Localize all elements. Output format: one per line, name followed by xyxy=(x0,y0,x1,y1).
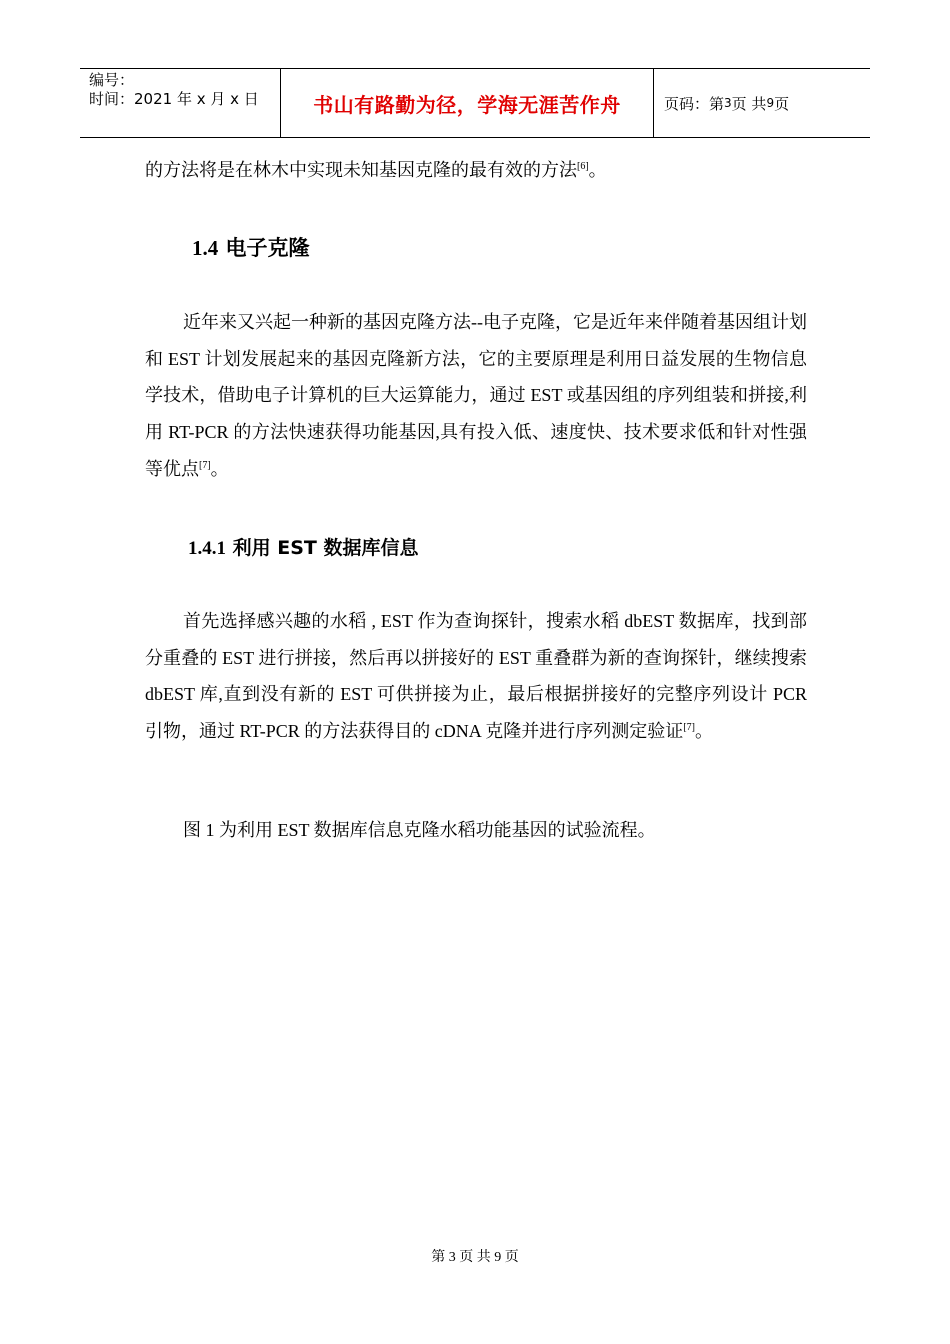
page-current: 3 xyxy=(724,96,732,110)
intro-paragraph: 的方法将是在林木中实现未知基因克隆的最有效的方法[6]。 xyxy=(145,160,607,180)
citation: [6] xyxy=(577,161,589,172)
serial-number-label: 编号： xyxy=(89,71,135,89)
section-heading-1-4-1: 1.4.1 利用 EST 数据库信息 xyxy=(188,537,419,559)
page-header xyxy=(80,68,870,138)
header-page-info xyxy=(654,69,870,137)
header-motto-cell xyxy=(281,69,654,137)
motto: 书山有路勤为径，学海无涯苦作舟 xyxy=(313,92,621,117)
header-meta xyxy=(80,69,281,137)
page-total: 9 xyxy=(766,96,775,110)
citation: [7] xyxy=(199,459,211,471)
paragraph-electronic-cloning: 近年来又兴起一种新的基因克隆方法--电子克隆，它是近年来伴随着基因组计划和 EST 计划发展起来的基因克隆新方法，它的主要原理是利用日益发展的生物信息学技术，借助电子计算机的巨大运算能力，通过 EST 或基因组的序列组装和拼接,利用 RT-PCR 的方法快速获得功能基因,具有投入低、速度快、技术要求低和针对性强等优点[7]。 xyxy=(145,312,807,479)
page-suffix: 页 xyxy=(774,94,790,113)
paragraph-figure-reference: 图 1 为利用 EST 数据库信息克隆水稻功能基因的试验流程。 xyxy=(183,820,656,840)
date-label: 时间：2021 年 x 月 x 日 xyxy=(89,90,259,108)
section-heading-1-4: 1.4 电子克隆 xyxy=(192,236,310,260)
page-footer: 第 3 页 共 9 页 xyxy=(431,1250,519,1265)
paragraph-est-database: 首先选择感兴趣的水稻 , EST 作为查询探针，搜索水稻 dbEST 数据库，找到部分重叠的 EST 进行拼接，然后再以拼接好的 EST 重叠群为新的查询探针，继续搜索 dbEST 库,直到没有新的 EST 可供拼接为止，最后根据拼接好的完整序列设计 PCR 引物，通过 RT-PCR 的方法获得目的 cDNA 克隆并进行序列测定验证[7]。 xyxy=(145,611,807,742)
page-prefix: 页码：第 xyxy=(664,94,725,113)
page-middle: 页 共 xyxy=(731,94,767,113)
citation: [7] xyxy=(683,722,695,734)
